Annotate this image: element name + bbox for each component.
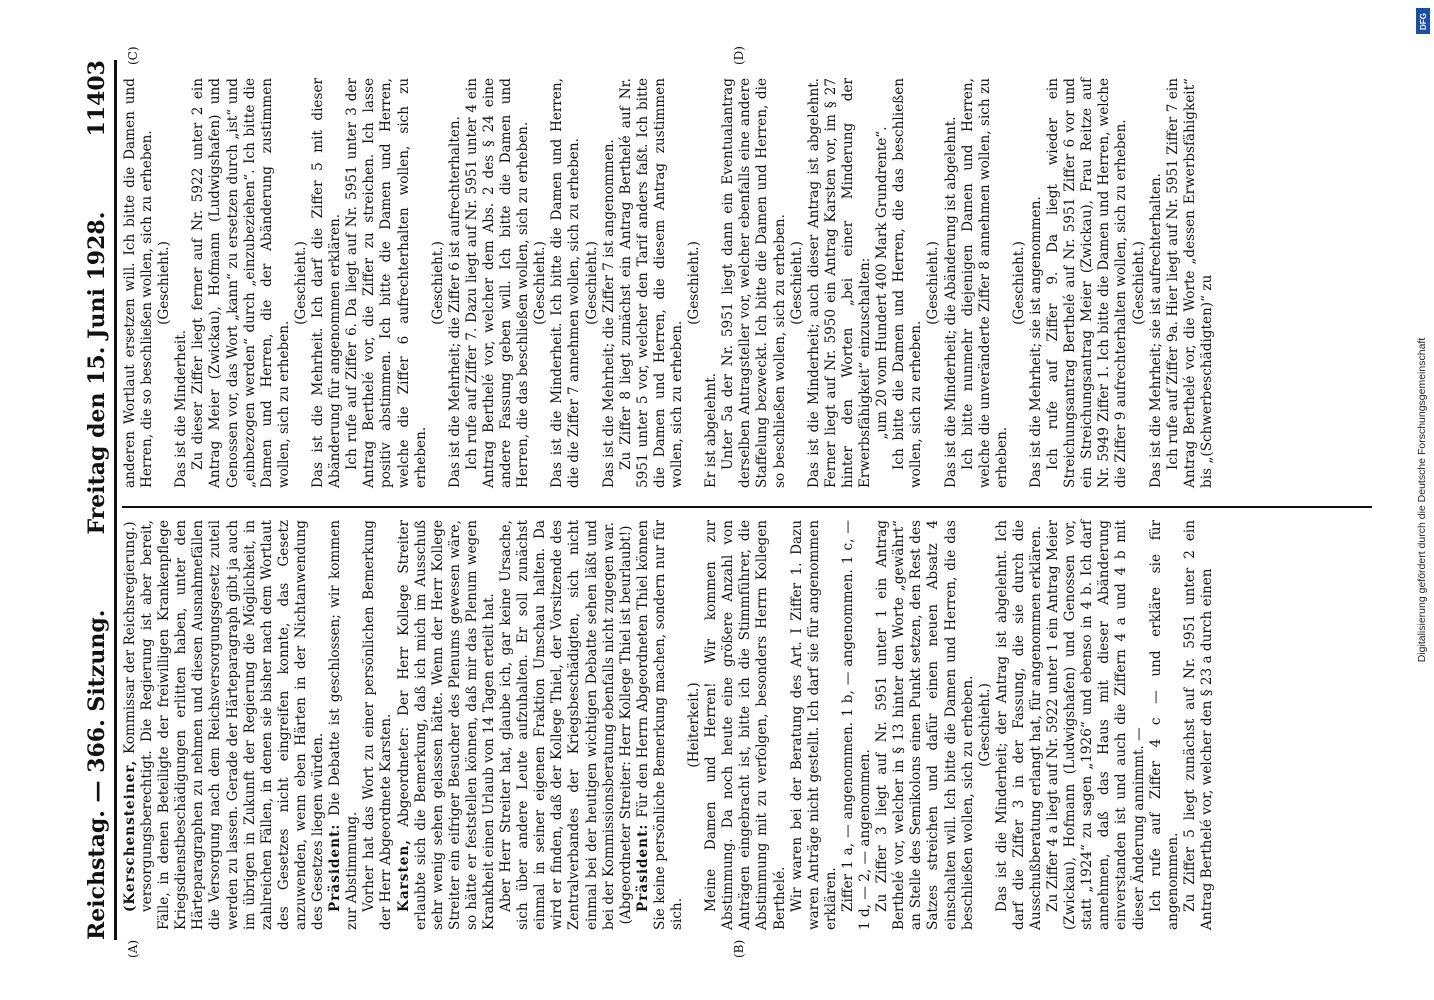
- paragraph-text: Kommissar der Reichsregierung.): [122, 521, 138, 754]
- margin-mark-d: (D): [732, 46, 746, 65]
- page-number: 11403: [84, 60, 110, 137]
- paragraph: (Geschieht.): [686, 241, 703, 325]
- paragraph-text: Meine Damen und Herren! Wir kommen zur Abstimmung. Da noch heute eine größere Anzahl von Anträgen eingebracht ist, bitte ich die Stimmführer, die Abstimmung mit zu verfolgen, besonders Herrn Kollegen Berthelé.: [703, 520, 788, 930]
- paragraph: [1028, 78, 1045, 488]
- paragraph: [310, 78, 344, 488]
- paragraph-text: Er ist abgelehnt.: [703, 372, 720, 488]
- rotated-document-page: [42, 30, 1392, 970]
- paragraph-text: Das ist die Mehrheit; die Ziffer 7 ist angenommen.: [600, 139, 617, 488]
- margin-mark-a: (A): [126, 939, 140, 958]
- paragraph-text: Das ist die Mehrheit; die Ziffer 6 ist aufrechterhalten.: [446, 116, 463, 488]
- paragraph-text: Ich bitte die Damen und Herren, die das beschließen wollen, sich zu erheben.: [891, 78, 925, 488]
- digitization-notice: Digitalisierung gefördert durch die Deutsche Forschungsgemeinschaft: [1416, 337, 1428, 663]
- margin-mark-c: (C): [126, 46, 140, 65]
- paragraph: [1148, 520, 1182, 930]
- paragraph-text: Das ist die Mehrheit. Ich darf die Ziffer 5 mit dieser Abänderung für angenommen erklären.: [310, 78, 344, 488]
- paragraph: [327, 520, 361, 930]
- paragraph: (Geschieht.): [429, 241, 446, 325]
- header-date: Freitag den 15. Juni 1928.: [84, 211, 110, 535]
- paragraph: (Geschieht.): [292, 241, 309, 325]
- paragraph-text: Das ist die Mehrheit; sie ist angenommen.: [1027, 196, 1044, 488]
- paragraph: [1165, 78, 1216, 488]
- paragraph-text: Zu dieser Ziffer liegt ferner auf Nr. 5922 unter 2 ein Antrag Meier (Zwickau), Hofmann (Ludwigshafen) und Genossen vor, das Wort „kann“ zu ersetzen durch „ist“ und „einbezogen werden“ durch „einzubeziehen“. Ich bitte die Damen und Herren, die der Abänderung zustimmen wollen, sich zu erheben.: [190, 78, 292, 488]
- paragraph: [396, 520, 499, 930]
- paragraph: (Geschieht.): [1010, 241, 1027, 325]
- paragraph: (Heiterkeit.): [686, 682, 703, 768]
- paragraph-text: Das ist die Minderheit; die Abänderung ist abgelehnt.: [942, 116, 959, 488]
- paragraph: [1182, 520, 1216, 930]
- paragraph-text: Unter 5a der Nr. 5951 liegt dann ein Eventualantrag derselben Antragsteller vor, welcher ebenfalls eine andere Staffelung bezweckt. Ich bitte die Damen und Herren, die so beschließen wollen, sich zu erheben.: [720, 78, 788, 488]
- paragraph-text: Ich rufe auf Ziffer 6. Da liegt auf Nr. 5951 unter 3 der Antrag Berthelé vor, die Ziffer zu streichen. Ich lasse positiv abstimmen. Ich bitte die Damen und Herren, welche die Ziffer 6 aufrechterhalten wollen, sich zu erheben.: [344, 78, 429, 488]
- paragraph-text: Das ist die Mehrheit; sie ist aufrechterhalten.: [1147, 173, 1164, 488]
- paragraph-text: Ich rufe auf Ziffer 7. Dazu liegt auf Nr. 5951 unter 4 ein Antrag Berthelé vor, welcher dem Abs. 2 des § 24 eine andere Fassung geben will. Ich bitte die Damen und Herren, die das beschließen wollen, sich zu erheben.: [463, 78, 532, 488]
- paragraph: (Abgeordneter Streiter: Herr Kollege Thiel ist beurlaubt!): [617, 525, 634, 925]
- paragraph: [703, 78, 720, 488]
- paragraph-text: Das ist die Minderheit; der Antrag ist abgelehnt. Ich darf die Ziffer 3 in der Fassung, die sie durch die Ausschußberatung erlangt hat, für angenommen erklären.: [993, 520, 1044, 930]
- paragraph: [549, 78, 583, 488]
- paragraph: [635, 520, 686, 930]
- paragraph: [173, 78, 190, 488]
- paragraph: (Geschieht.): [788, 241, 805, 325]
- paragraph: [943, 78, 960, 488]
- paragraph: [122, 78, 156, 488]
- paragraph: [139, 520, 327, 930]
- page-header: [70, 60, 117, 940]
- paragraph: [960, 78, 1011, 488]
- paragraph: (Geschieht.): [532, 241, 549, 325]
- paragraph-text: Ich rufe auf Ziffer 4 c — und erkläre sie für angenommen.: [1147, 520, 1181, 930]
- paragraph: (Geschieht.): [583, 241, 600, 325]
- paragraph: [601, 78, 618, 488]
- speaker-name: Präsident:: [327, 815, 344, 912]
- paragraph-text: Vorher hat das Wort zu einer persönlichen Bemerkung der Herr Abgeordnete Karsten.: [361, 520, 395, 930]
- paragraph: [840, 520, 874, 930]
- paragraph: [1045, 520, 1148, 930]
- speaker-name: Präsident:: [634, 817, 651, 912]
- paragraph-text: anderen Wortlaut ersetzen will. Ich bitte die Damen und Herren, die so beschließen wollen, sich zu erheben.: [122, 78, 156, 488]
- dfg-logo: DFG: [1416, 8, 1430, 34]
- left-column: [122, 520, 1216, 930]
- paragraph: [1148, 78, 1165, 488]
- paragraph-text: Ich rufe auf Ziffer 9a. Hier liegt auf Nr. 5951 Ziffer 7 ein Antrag Berthelé vor, die Worte „dessen Erwerbsfähigkeit“ bis „(Schwerbeschädigten)“ zu: [1164, 78, 1215, 488]
- paragraph-text: Zu Ziffer 8 liegt zunächst ein Antrag Berthelé auf Nr. 5951 unter 5 vor, welcher den Tarif anders faßt. Ich bitte die Damen und Herren, die diesem Antrag zustimmen wollen, sich zu erheben.: [617, 78, 685, 488]
- paragraph: [447, 78, 464, 488]
- paragraph: [344, 78, 429, 488]
- paragraph-text: Ich rufe auf Ziffer 9. Da liegt wieder ein Streichungsantrag Berthelé auf Nr. 5951 Ziffer 6 vor und ein Streichungsantrag Meier (Zwickau), Frau Reitze auf Nr. 5949 Ziffer 1. Ich bitte die Damen und Herren, welche die Ziffer 9 aufrechterhalten wollen, sich zu erheben.: [1045, 78, 1130, 488]
- paragraph: [994, 520, 1045, 930]
- paragraph-text: Ich bitte nunmehr diejenigen Damen und Herren, welche die unveränderte Ziffer 8 annehmen wollen, sich zu erheben.: [959, 78, 1010, 488]
- paragraph: [789, 520, 840, 930]
- paragraph: [361, 520, 395, 930]
- paragraph: (Geschieht.): [976, 683, 993, 767]
- margin-mark-b: (B): [732, 939, 746, 958]
- paragraph-text: Abgeordneter: Der Herr Kollege Streiter erlaubte sich die Bemerkung, daß ich mich im Ausschuß sehr wenig sehen gelassen hätte. Wenn der Herr Kollege Streiter ein eifriger Besucher des Plenums gewesen wäre, so hätte er feststellen können, daß mir das Plenum wegen Krankheit einen Urlaub von 14 Tagen erteilt hat.: [395, 520, 497, 930]
- paragraph: [1045, 78, 1130, 488]
- column-divider: [122, 506, 1372, 508]
- speaker-name: (Kerschensteiner,: [122, 753, 138, 912]
- speaker-name: Karsten,: [395, 826, 412, 912]
- paragraph: [891, 78, 925, 488]
- paragraph: (Geschieht.): [1130, 241, 1147, 325]
- paragraph-text: Zu Ziffer 4 a liegt auf Nr. 5922 unter 1 ein Antrag Meier (Zwickau), Hofmann (Ludwigshafen) und Genossen vor, statt „1924“ zu sagen „1926“ und ebenso in 4 b. Ich darf annehmen, daß das Haus mit dieser Abänderung einverstanden ist und auch die Ziffern 4 a und 4 b mit dieser Änderung annimmt. —: [1045, 520, 1147, 930]
- paragraph-text: Das ist die Minderheit.: [173, 329, 190, 488]
- paragraph-text: Zu Ziffer 5 liegt zunächst auf Nr. 5951 unter 2 ein Antrag Berthelé vor, welcher den § 23 a durch einen: [1181, 520, 1215, 930]
- paragraph: (Geschieht.): [156, 241, 173, 325]
- paragraph: [122, 520, 139, 930]
- paragraph-text: Ziffer 1 a, — angenommen. 1 b, — angenommen. 1 c, — 1 d, — 2, — angenommen.: [839, 520, 874, 930]
- paragraph: [874, 520, 977, 930]
- paragraph-text: Zu Ziffer 3 liegt auf Nr. 5951 unter 1 ein Antrag Berthelé vor, welcher in § 13 hinter den Worte „gewährt“ an Stelle des Semikolons einen Punkt setzen, den Rest des Satzes streichen und dafür einen neuen Absatz 4 einschalten will. Ich bitte die Damen und Herren, die das beschließen wollen, sich zu erheben.: [874, 520, 976, 930]
- paragraph-text: Für den Herrn Abgeordneten Thiel können Sie keine persönliche Bemerkung machen, sondern nur für sich.: [634, 520, 685, 930]
- paragraph: [498, 520, 618, 930]
- paragraph-text: Das ist die Minderheit. Ich bitte die Damen und Herren, die die Ziffer 7 annehmen wollen, sich zu erheben.: [549, 78, 583, 488]
- paragraph: [618, 78, 686, 488]
- paragraph: [464, 78, 532, 488]
- paragraph-text: Aber Herr Streiter hat, glaube ich, gar keine Ursache, sich über andere Leute aufzuhalten. Er soll zunächst einmal in seiner eigenen Fraktion Umschau halten. Da wird er finden, daß der Kollege Thiel, der Vorsitzende des Zentralverbandes der Kriegsbeschädigten, sich nicht einmal bei der heutigen wichtigen Debatte sehen läßt und bei der Kommissionsberatung ebenfalls nicht zugegen war.: [498, 520, 617, 930]
- right-column: [122, 78, 1216, 488]
- paragraph: [806, 78, 874, 488]
- paragraph-text: Wir waren bei der Beratung des Art. I Ziffer 1. Dazu waren Anträge nicht gestellt. Ich darf sie für angenommen erklären.: [788, 520, 839, 930]
- paragraph: [190, 78, 293, 488]
- paragraph: „um 20 vom Hundert 400 Mark Grundrente“.: [874, 126, 891, 440]
- paragraph: (Geschieht.): [925, 241, 942, 325]
- paragraph-text: Die Debatte ist geschlossen; wir kommen zur Abstimmung.: [327, 520, 361, 930]
- paragraph: [720, 78, 788, 488]
- header-session: Reichstag. — 366. Sitzung.: [84, 609, 110, 940]
- paragraph-text: versorgungsberechtigt. Die Regierung ist aber bereit, Fälle, in denen Beteiligte der freiwilligen Krankenpflege Kriegsdienstbeschädigungen erlitten haben, unter den Härteparagraphen zu nehmen und diesen Ausnahmefällen die Versorgung nach dem Reichsversorgungsgesetz zuteil werden zu lassen. Gerade der Härteparagraph gibt ja auch im übrigen in Zukunft der Regierung die Möglichkeit, in zahlreichen Fällen, in denen sie bisher nach dem Wortlaut des Gesetzes nicht eingreifen konnte, das Gesetz anzuwenden, wenn eben Härten in der Nichtanwendung des Gesetzes liegen würden.: [139, 520, 327, 930]
- paragraph: [703, 520, 788, 930]
- paragraph-text: Das ist die Minderheit; auch dieser Antrag ist abgelehnt. Ferner liegt auf Nr. 5950 ein Antrag Karsten vor, im § 27 hinter den Worten „bei einer Minderung der Erwerbsfähigkeit“ einzuschalten:: [805, 78, 874, 488]
